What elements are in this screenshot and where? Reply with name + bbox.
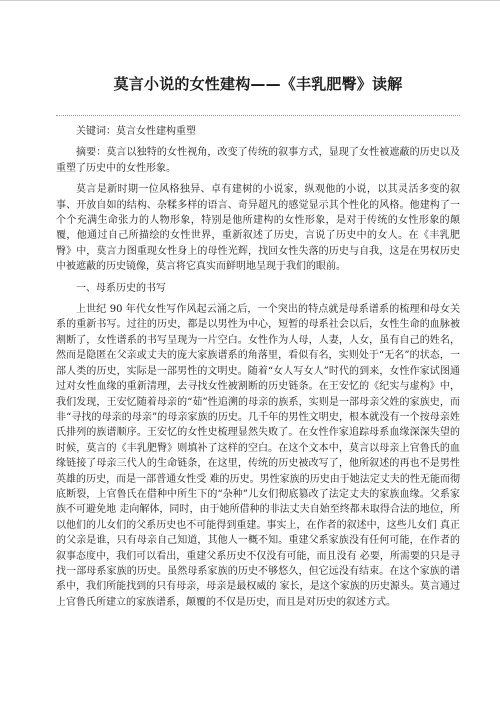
title-divider: [56, 115, 460, 116]
document-title: 莫言小说的女性建构——《丰乳肥臀》读解: [113, 75, 403, 93]
abstract-paragraph: 摘要：莫言以独特的女性视角，改变了传统的叙事方式，显现了女性被遮蔽的历史以及重塑了历史中的女性形象。: [56, 147, 460, 174]
section-body-paragraph: 上世纪 90 年代女性写作风起云涌之后，一个突出的特点就是母系谱系的梳理和母女关系的重新书写。过往的历史，都是以男性为中心，短暂的母系社会以后，女性生命的血脉被割断了，女性谱系的书写呈现为一片空白。女性作为人母，人妻，人女，虽有自己的姓名，然而是隐匿在父亲或丈夫的庞大家族谱系的角落里，看似有名，实则处于“无名”的状态，一部人类的历史，实际是一部男性的文明史。随着“女人写女人”时代的到来，女性作家试图通过对女性血缘的重新清理，去寻找女性被割断的历史链条。在王安忆的《纪实与虚构》中，我们发现，王安忆随着母亲的“茹”性追溯的母亲的族系，实则是一部母亲父姓的家族史，而非“寻找的母亲的母亲”的母亲家族的历史。几千年的男性文明史，根本就没有一个按母亲姓氏排列的族谱顺序。王安忆的女性史梳理显然失败了。在女性作家追踪母系血缘深深失望的时候，莫言的《丰乳肥臀》则填补了这样的空白。在这个文本中，莫言以母亲上官鲁氏的血缘链接了母亲三代人的生命链条，在这里，传统的历史被改写了，他所叙述的再也不是男性英雄的历史，而是一部普通女性受 难的历史。男性家族的历史由于她法定丈夫的性无能而彻底断裂，上官鲁氏在借种中所生下的“杂种”儿女们彻底篡改了法定丈夫的家族血缘。父系家族不可避免地 走向解体，同时，由于她所借种的非法丈夫自始至终都未取得合法的地位，所以他们的儿女们的父系历史也不可能得到重建。事实上，在作者的叙述中，这些儿女们 真正的父亲是谁，只有母亲自己知道，其他人一概不知。重建父系家族没有任何可能，在作者的叙事态度中，我们可以看出，重建父系历史不仅没有可能，而且没有 必要，所需要的只是寻找一部母系家族的历史。虽然母系家族的历史不够悠久，但它远没有结束。在这个家族的谱系中，我们所能找到的只有母亲，母亲是最权威的 家长，是这个家族的历史源头。莫言通过上官鲁氏所建立的家族谱系，颠覆的不仅是历史，而且是对历史的叙述方式。: [56, 304, 460, 608]
top-border-line: [0, 0, 500, 1]
intro-paragraph: 莫言是新时期一位风格独异、卓有建树的小说家，纵观他的小说，以其灵活多变的叙事、开放自如的结构、杂糅多样的语言、奇异超凡的感觉显示其个性化的风格。他建构了一个个充满生命张力的人物形象，特别是他所建构的女性形象，是对于传统的女性形象的颠覆，他通过自己所描绘的女性世界，重新叙述了历史，言说了历史中的女人。在《丰乳肥臀》中，莫言力图重现女性身上的母性光辉，找回女性失落的历史与自我，这是在男权历史中被遮蔽的历史镜像，莫言将它真实而鲜明地呈现于我们的眼前。: [56, 184, 460, 273]
section-heading-matrilineal-history: 一、母系历史的书写: [76, 282, 166, 294]
keywords-line: 关键词：莫言女性建构重塑: [76, 126, 196, 137]
